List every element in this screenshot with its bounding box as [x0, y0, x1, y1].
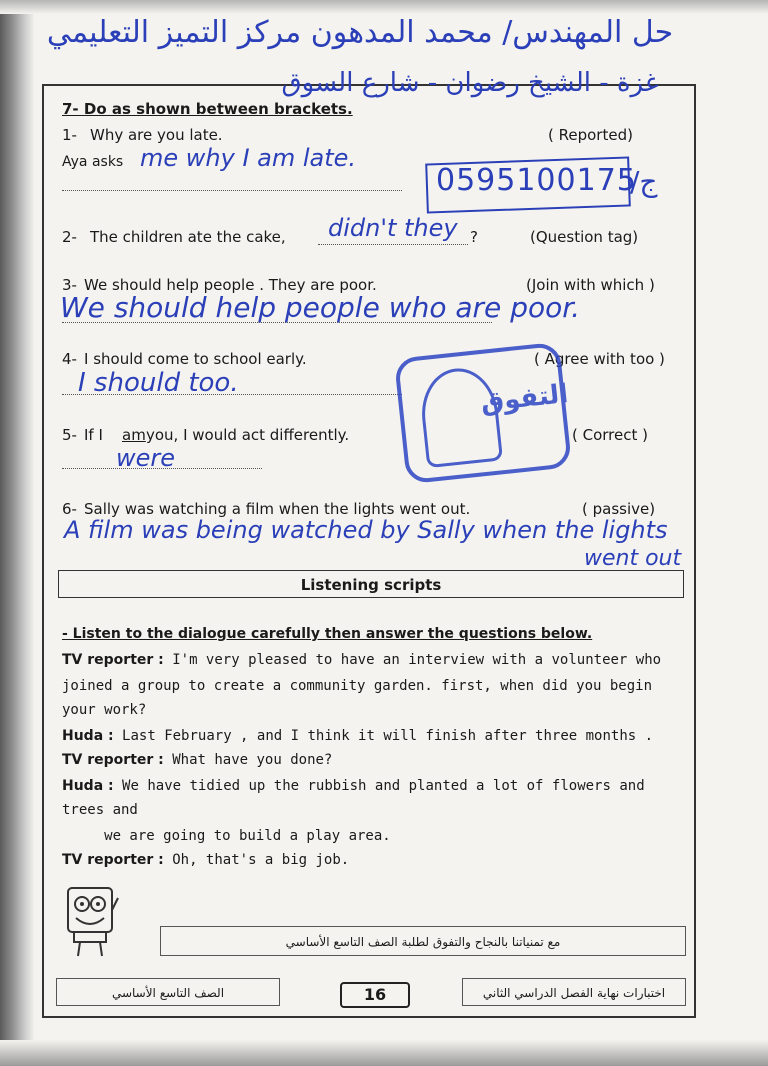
- dialogue-line: [62, 776, 645, 795]
- item-3-line: [62, 322, 492, 323]
- dialogue-speaker: Huda :: [62, 728, 114, 744]
- dialogue-text: What have you done?: [163, 752, 333, 768]
- item-5-answer: were: [116, 444, 176, 472]
- item-3-prompt: We should help people . They are poor.: [84, 276, 377, 294]
- item-5-prompt-end: you, I would act differently.: [146, 426, 350, 444]
- item-4-number: 4-: [62, 350, 77, 368]
- page-number: 16: [340, 982, 410, 1008]
- dialogue-line: [62, 800, 138, 819]
- item-2-instruction: (Question tag): [530, 228, 639, 246]
- phone-prefix: ج/: [630, 165, 658, 198]
- institution-stamp: [394, 342, 572, 485]
- dialogue-text: your work?: [62, 702, 147, 718]
- listening-instruction: - Listen to the dialogue carefully then answer the questions below.: [62, 626, 593, 642]
- dialogue-speaker: TV reporter :: [62, 652, 164, 668]
- item-4-answer: I should too.: [78, 368, 239, 398]
- item-6-number: 6-: [62, 500, 77, 518]
- item-5-prompt-start: If I: [84, 426, 103, 444]
- item-2-number: 2-: [62, 228, 77, 246]
- item-3-instruction: (Join with which ): [526, 276, 655, 294]
- scan-shadow-top: [0, 0, 768, 14]
- dialogue-text: We have tidied up the rubbish and planted a lot of flowers and: [113, 778, 645, 794]
- dialogue-text: we are going to build a play area.: [62, 828, 391, 844]
- item-3-answer: We should help people who are poor.: [60, 291, 581, 324]
- listening-title: Listening scripts: [300, 576, 442, 594]
- item-5-line: [62, 468, 262, 469]
- item-2-answer: didn't they: [328, 214, 458, 242]
- dialogue-text: Oh, that's a big job.: [163, 852, 350, 868]
- footer-exam-title: اختبارات نهاية الفصل الدراسي الثاني: [462, 978, 686, 1006]
- cartoon-sponge-icon: [60, 884, 120, 960]
- address-line: غزة - الشيخ رضوان - شارع السوق: [281, 68, 659, 98]
- section-title: 7- Do as shown between brackets.: [62, 100, 353, 118]
- dialogue-text: I'm very pleased to have an interview with a volunteer who: [163, 652, 662, 668]
- dialogue-line: [62, 700, 146, 719]
- dialogue-line: [62, 750, 332, 769]
- item-5-prompt-underlined: am: [122, 426, 146, 444]
- item-2-prompt: The children ate the cake,: [90, 228, 286, 246]
- dialogue-text: Last February , and I think it will finish after three months .: [113, 728, 654, 744]
- footer-wishes: مع تمنياتنا بالنجاح والتفوق لطلبة الصف التاسع الأساسي: [160, 926, 686, 956]
- dialogue-line: [62, 850, 349, 869]
- phone-number: 0595100175: [436, 163, 637, 198]
- item-6-prompt: Sally was watching a film when the lights went out.: [84, 500, 471, 518]
- item-5-instruction: ( Correct ): [572, 426, 648, 444]
- item-3-number: 3-: [62, 276, 77, 294]
- dialogue-text: joined a group to create a community garden. first, when did you begin: [62, 678, 653, 694]
- item-4-line: [62, 394, 402, 395]
- item-5-number: 5-: [62, 426, 77, 444]
- item-4-instruction: ( Agree with too ): [534, 350, 665, 368]
- item-4-prompt: I should come to school early.: [84, 350, 307, 368]
- listening-header: [58, 570, 684, 598]
- item-2-suffix: ?: [470, 228, 478, 246]
- footer-grade: الصف التاسع الأساسي: [56, 978, 280, 1006]
- author-line: حل المهندس/ محمد المدهون مركز التميز التعليمي: [46, 15, 674, 50]
- item-1-answer: me why I am late.: [140, 144, 357, 172]
- dialogue-speaker: Huda :: [62, 778, 114, 794]
- stamp-text: التفوق: [479, 379, 570, 419]
- item-2-line: [318, 244, 468, 245]
- dialogue-speaker: TV reporter :: [62, 852, 164, 868]
- item-1-lead: Aya asks: [62, 154, 124, 170]
- item-1-prompt: Why are you late.: [90, 126, 223, 144]
- dialogue-line: [62, 676, 652, 695]
- item-6-answer-line1: A film was being watched by Sally when the lights: [64, 516, 668, 544]
- scan-shadow-left: [0, 0, 34, 1066]
- item-1-number: 1-: [62, 126, 77, 144]
- dialogue-text: trees and: [62, 802, 138, 818]
- item-6-answer-line2: went out: [584, 546, 682, 571]
- scan-shadow-bottom: [0, 1040, 768, 1066]
- dialogue-line: [62, 726, 653, 745]
- item-6-instruction: ( passive): [582, 500, 656, 518]
- dialogue-line: [62, 650, 661, 669]
- dialogue-line: [62, 826, 391, 845]
- item-1-line: [62, 190, 402, 191]
- item-1-instruction: ( Reported): [548, 126, 633, 144]
- dialogue-speaker: TV reporter :: [62, 752, 164, 768]
